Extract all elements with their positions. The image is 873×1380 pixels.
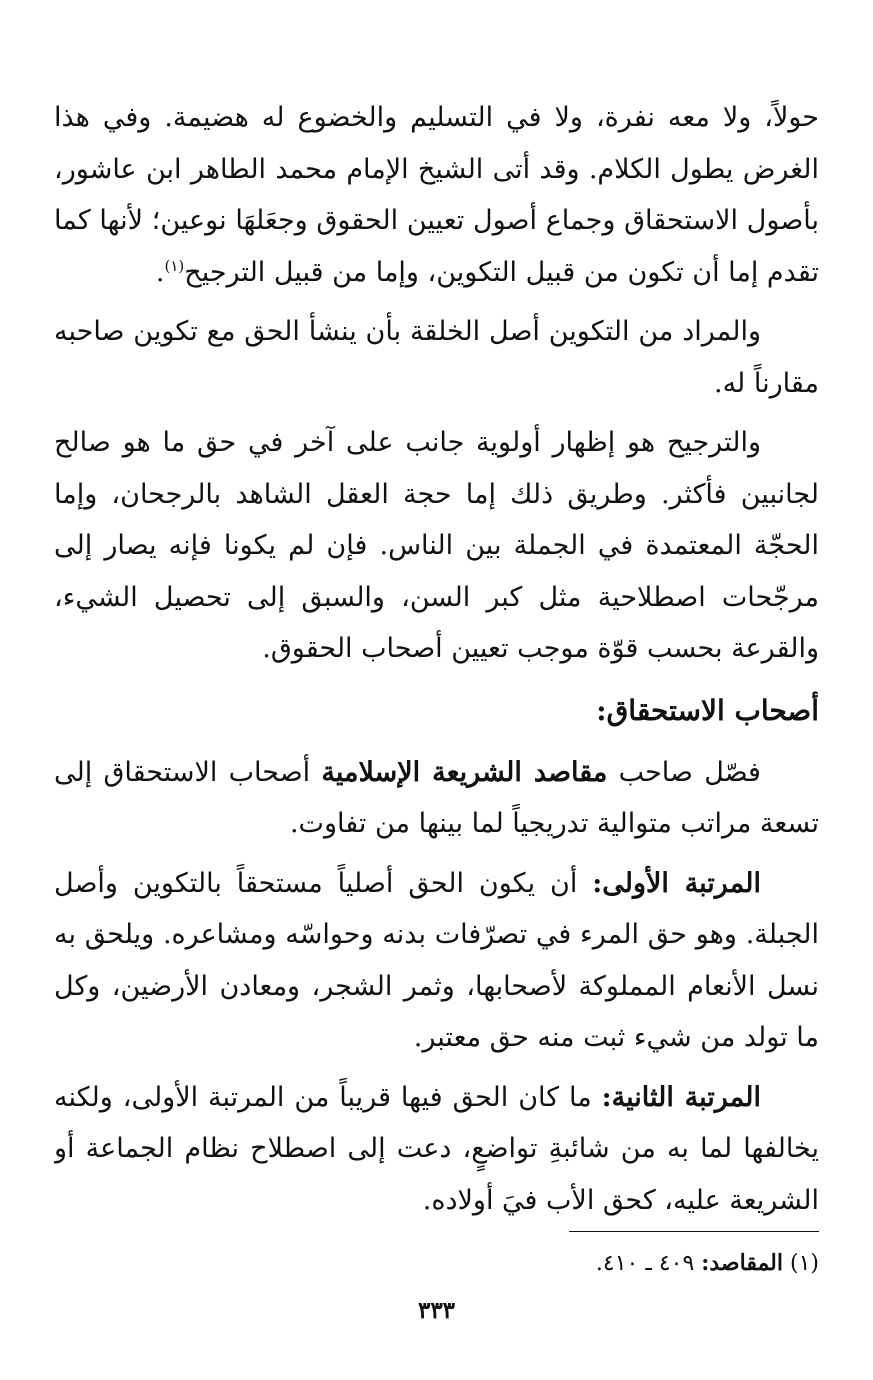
paragraph-rank-first [54, 858, 819, 1064]
rank-text: أن يكون الحق أصلياً مستحقاً بالتكوين وأصل الجبلة. وهو حق المرء في تصرّفات بدنه وحواسّه ومشاعره. ويلحق به نسل الأنعام المملوكة لأصحابها، وثمر الشجر، ومعادن الأرضين، وكل ما تولد من شيء ثبت منه حق معتبر. [54, 867, 819, 1053]
paragraph-text-before: فصّل صاحب [618, 756, 761, 788]
rank-text: ما كان الحق فيها قريباً من المرتبة الأولى، ولكنه يخالفها لما به من شائبةِ تواضعٍ، دعت إلى اصطلاح نظام الجماعة أو الشريعة عليه، كحق الأب فيَ أولاده. [54, 1081, 819, 1216]
book-title: مقاصد الشريعة الإسلامية [321, 756, 608, 788]
page-number: ٣٣٣ [417, 1297, 456, 1324]
rank-label: المرتبة الثانية: [601, 1081, 762, 1113]
paragraph-tarjih: والترجيح هو إظهار أولوية جانب على آخر في حق ما هو صالح لجانبين فأكثر. وطريق ذلك إما حجة العقل الشاهد بالرجحان، وإما الحجّة المعتمدة في الجملة بين الناس. فإن لم يكونا فإنه يصار إلى مرجّحات اصطلاحية مثل كبر السن، والسبق إلى تحصيل الشيء، والقرعة بحسب قوّة موجب تعيين أصحاب الحقوق. [54, 427, 819, 664]
rank-label: المرتبة الأولى: [592, 867, 761, 899]
paragraph-rank-second [54, 1072, 819, 1227]
footnote-divider [569, 1231, 819, 1232]
paragraph-text-after: أصحاب الاستحقاق إلى تسعة مراتب متوالية تدريجياً لما بينها من تفاوت. [54, 756, 819, 839]
section-heading: أصحاب الاستحقاق: [596, 693, 819, 727]
footnote-number: (١) [789, 1251, 819, 1276]
paragraph-intro-ranks [54, 747, 819, 850]
footnote [596, 1246, 819, 1281]
footnote-reference[interactable]: (١) [164, 256, 185, 275]
paragraph-text: حولاً، ولا معه نفرة، ولا في التسليم والخضوع له هضيمة. وفي هذا الغرض يطول الكلام. وقد أتى الشيخ الإمام محمد الطاهر ابن عاشور، بأصول الاستحقاق وجماع أصول تعيين الحقوق وجعَلهَا نوعين؛ لأنها كما تقدم إما أن تكون من قبيل التكوين، وإما من قبيل الترجيح [54, 102, 819, 288]
book-page [54, 92, 819, 1342]
footnote-text: ٤٠٩ ـ ٤١٠. [595, 1251, 695, 1276]
footnote-source-label: المقاصد: [701, 1250, 783, 1276]
paragraph-continuation [54, 92, 819, 298]
paragraph-tail: . [155, 256, 165, 288]
paragraph-takwin: والمراد من التكوين أصل الخلقة بأن ينشأ الحق مع تكوين صاحبه مقارناً له. [54, 316, 819, 399]
